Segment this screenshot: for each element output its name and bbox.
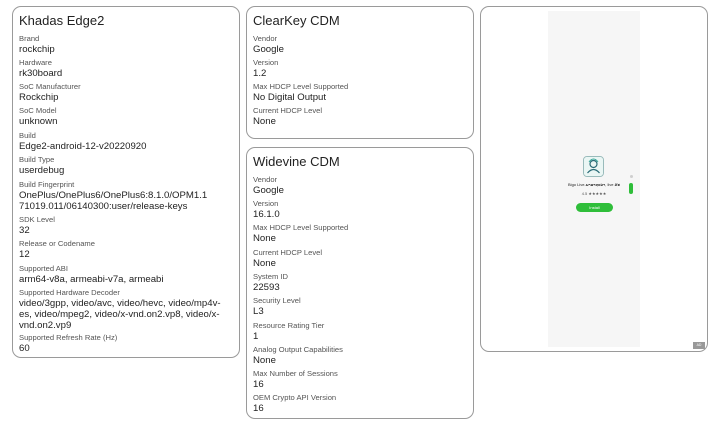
wv-analog-output: Analog Output Capabilities None — [253, 345, 343, 366]
app-preview-screen[interactable] — [548, 11, 702, 347]
field-brand: Brand rockchip — [19, 34, 55, 55]
field-soc-manufacturer: SoC Manufacturer Rockchip — [19, 82, 81, 103]
field-supported-abi: Supported ABI arm64-v8a, armeabi-v7a, armeabi — [19, 264, 164, 285]
field-hardware: Hardware rk30board — [19, 58, 63, 79]
widevine-title: Widevine CDM — [253, 154, 340, 169]
wv-oem-crypto: OEM Crypto API Version 16 — [253, 393, 337, 414]
page-dot-icon — [630, 175, 633, 178]
field-refresh-rate: Supported Refresh Rate (Hz) 60 — [19, 333, 118, 354]
wv-max-sessions: Max Number of Sessions 16 — [253, 369, 338, 390]
app-name: Bigo Live-ພາລາທະວ່າ, live ສະ — [568, 182, 620, 187]
device-title: Khadas Edge2 — [19, 13, 105, 28]
scroll-indicator — [629, 183, 633, 194]
install-button[interactable]: Install — [576, 203, 613, 212]
wv-security-level: Security Level L3 — [253, 296, 301, 317]
app-logo-icon[interactable] — [583, 156, 604, 177]
app-rating: 4.5 ★★★★★ — [581, 191, 607, 196]
wv-system-id: System ID 22593 — [253, 272, 289, 293]
clearkey-title: ClearKey CDM — [253, 13, 340, 28]
widevine-cdm-card — [246, 147, 474, 419]
ck-max-hdcp: Max HDCP Level Supported No Digital Output — [253, 82, 349, 103]
wv-resource-tier: Resource Rating Tier 1 — [253, 321, 325, 342]
field-soc-model: SoC Model unknown — [19, 106, 58, 127]
clearkey-cdm-card — [246, 6, 474, 139]
ad-badge: AD — [693, 342, 705, 349]
ck-version: Version 1.2 — [253, 58, 279, 79]
app-preview-card — [480, 6, 708, 352]
wv-current-hdcp: Current HDCP Level None — [253, 248, 323, 269]
wv-max-hdcp: Max HDCP Level Supported None — [253, 223, 349, 244]
wv-vendor: Vendor Google — [253, 175, 284, 196]
ck-vendor: Vendor Google — [253, 34, 284, 55]
wv-version: Version 16.1.0 — [253, 199, 280, 220]
field-build-fingerprint: Build Fingerprint OnePlus/OnePlus6/OnePlus6:8.1.0/OPM1.171019.011/06140300:user/release-keys — [19, 180, 208, 213]
device-info-card — [12, 6, 240, 358]
field-release: Release or Codename 12 — [19, 239, 95, 260]
field-sdk-level: SDK Level 32 — [19, 215, 55, 236]
field-hardware-decoder: Supported Hardware Decoder video/3gpp, video/avc, video/hevc, video/mp4v-es, video/mpeg2, video/x-vnd.on2.vp8, video/x-vnd.on2.vp9 — [19, 288, 221, 332]
field-build: Build Edge2-android-12-v20220920 — [19, 131, 147, 152]
field-build-type: Build Type userdebug — [19, 155, 65, 176]
ck-current-hdcp: Current HDCP Level None — [253, 106, 323, 127]
